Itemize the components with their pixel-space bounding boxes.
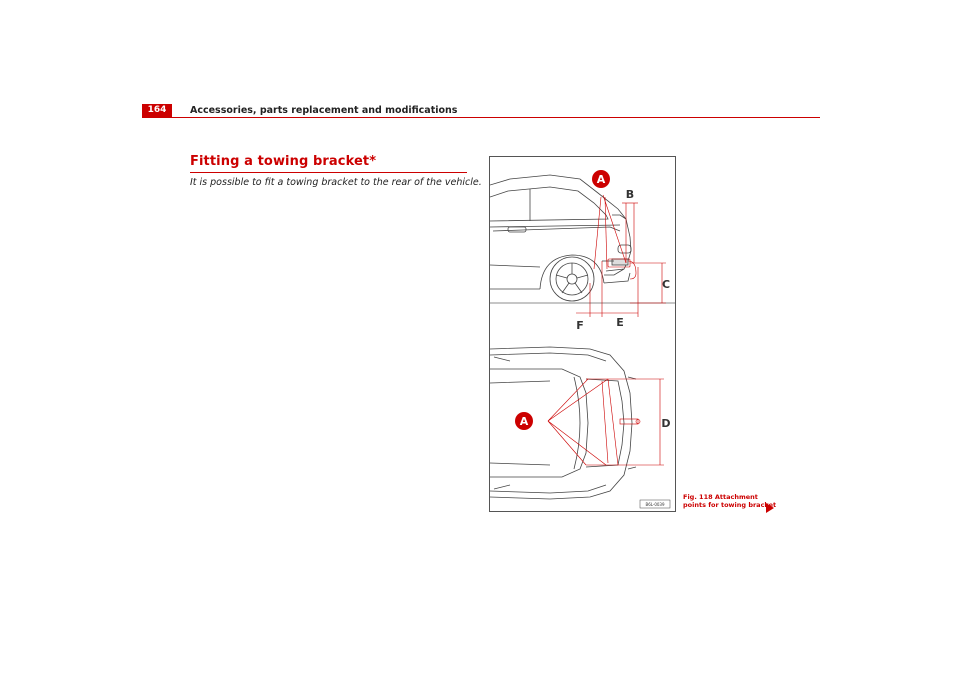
top-view — [490, 347, 636, 499]
label-a-top: A — [519, 415, 529, 428]
intro-text: It is possible to fit a towing bracket to the rear of the vehicle. — [190, 177, 482, 188]
figure-caption — [683, 493, 776, 509]
caption-line-2: points for towing bracket — [683, 501, 777, 509]
page-number: 164 — [142, 104, 172, 117]
label-e: E — [616, 316, 624, 329]
section-rule — [190, 172, 467, 173]
label-f: F — [576, 319, 584, 332]
side-view — [490, 175, 675, 303]
top-dimension-lines — [548, 379, 664, 465]
header-rule — [142, 117, 820, 118]
caption-line-1: Fig. 118 Attachment — [683, 493, 758, 501]
figure-code: B6L-0039 — [645, 502, 665, 507]
continue-arrow-icon[interactable] — [766, 503, 774, 513]
label-d: D — [661, 417, 671, 430]
towing-bracket-figure — [489, 156, 676, 512]
label-b: B — [625, 188, 635, 201]
section-title: Fitting a towing bracket* — [190, 154, 377, 169]
label-a-side: A — [596, 173, 606, 186]
header-title: Accessories, parts replacement and modifications — [190, 105, 458, 116]
car-illustration — [490, 157, 675, 511]
label-c: C — [661, 278, 671, 291]
figure-labels — [515, 170, 671, 508]
